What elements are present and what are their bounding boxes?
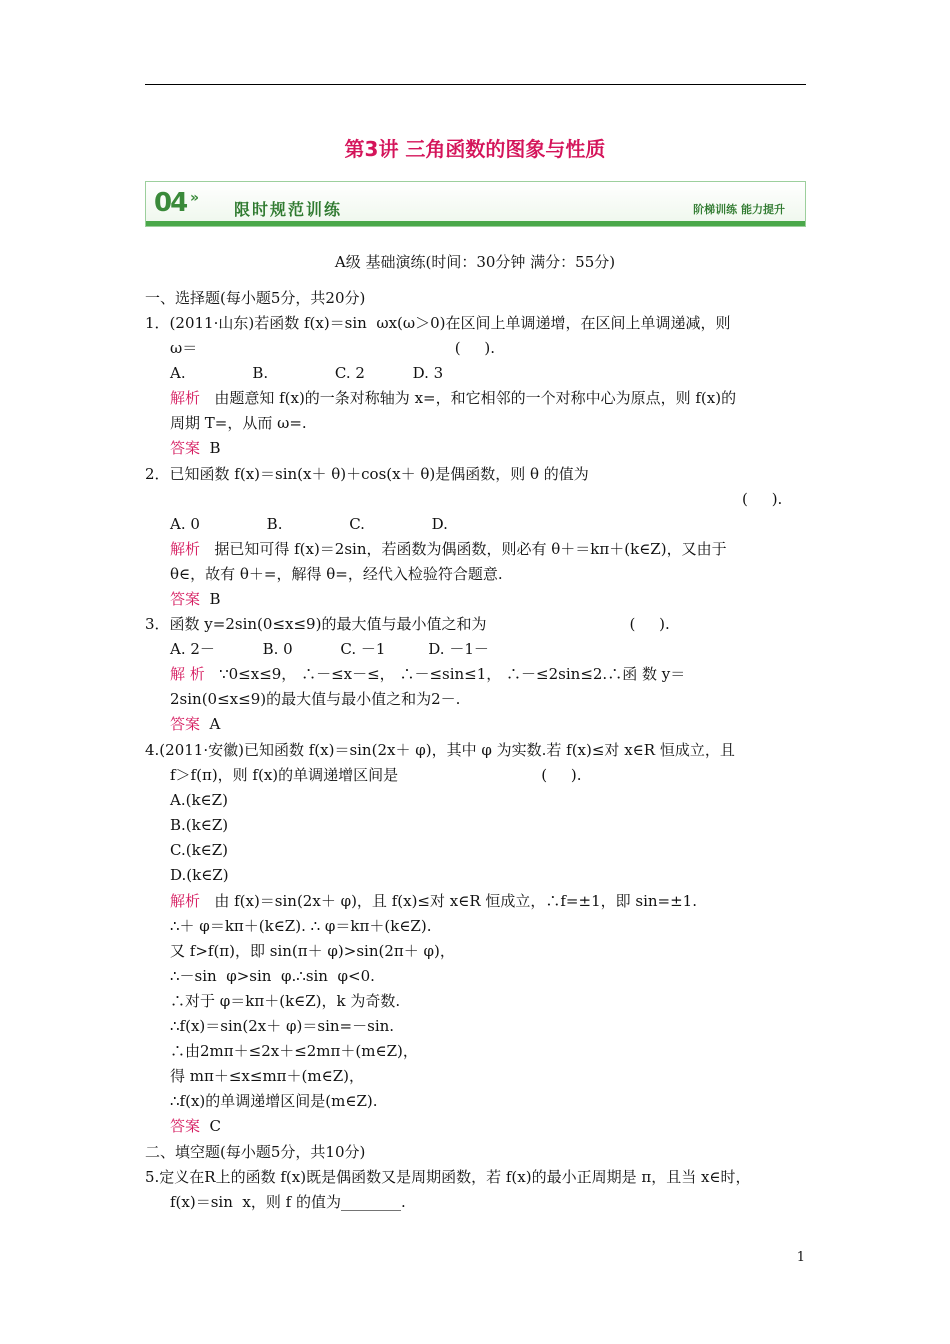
analysis-line: 解析 由题意知 f(x)的一条对称轴为 x=，和它相邻的一个对称中心为原点，则 f(x)的 bbox=[170, 389, 737, 407]
analysis-line: θ∈，故有 θ＋=，解得 θ=，经代入检验符合题意. bbox=[170, 565, 503, 583]
answer-line: 答案 B bbox=[170, 590, 221, 608]
page-title: 第3讲 三角函数的图象与性质 bbox=[344, 137, 606, 161]
question-2-line-2: ( ). bbox=[742, 490, 783, 508]
question-5-line-2: f(x)＝sin x，则 f 的值为________. bbox=[170, 1193, 406, 1211]
analysis-line: 2sin(0≤x≤9)的最大值与最小值之和为2－. bbox=[170, 690, 461, 708]
question-1-line-1: 1．(2011·山东)若函数 f(x)＝sin ωx(ω＞0)在区间上单调递增，在区间上单调递减，则 bbox=[145, 314, 731, 332]
analysis-label: 解 析 bbox=[170, 665, 205, 683]
analysis-line: 解析 由 f(x)＝sin(2x＋ φ)，且 f(x)≤对 x∈R 恒成立，∴f=±1，即 sin=±1. bbox=[170, 892, 697, 910]
analysis-line: 又 f>f(π)，即 sin(π＋ φ)>sin(2π＋ φ)， bbox=[170, 942, 455, 960]
question-5-line-1: 5.定义在R上的函数 f(x)既是偶函数又是周期函数，若 f(x)的最小正周期是 π，且当 x∈时， bbox=[145, 1168, 751, 1186]
question-2-line-1: 2．已知函数 f(x)＝sin(x＋ θ)＋cos(x＋ θ)是偶函数，则 θ 的值为 bbox=[145, 465, 589, 483]
analysis-label: 解析 bbox=[170, 389, 201, 407]
analysis-line: 解 析 ∵0≤x≤9， ∴－≤x－≤， ∴－≤sin≤1， ∴－≤2sin≤2.∴函 数 y＝ bbox=[170, 665, 686, 683]
analysis-line: ∴对于 φ＝kπ＋(k∈Z)，k 为奇数. bbox=[170, 992, 401, 1010]
banner-slogan: 阶梯训练 能力提升 bbox=[693, 203, 785, 216]
banner-number: 04 bbox=[154, 188, 187, 218]
section-heading: 一、选择题(每小题5分，共20分) bbox=[145, 289, 366, 307]
question-3-line-1: 3．函数 y=2sin(0≤x≤9)的最大值与最小值之和为 ( ). bbox=[145, 615, 670, 633]
answer-label: 答案 bbox=[170, 1117, 201, 1135]
option-b: B.(k∈Z) bbox=[170, 816, 229, 834]
option-d: D.(k∈Z) bbox=[170, 866, 229, 884]
level-heading: A级 基础演练(时间：30分钟 满分：55分) bbox=[334, 253, 616, 271]
analysis-line: ∴＋ φ＝kπ＋(k∈Z). ∴ φ＝kπ＋(k∈Z). bbox=[170, 917, 432, 935]
question-1-options: A. B. C. 2 D. 3 bbox=[170, 364, 444, 382]
answer-label: 答案 bbox=[170, 439, 201, 457]
analysis-label: 解析 bbox=[170, 892, 201, 910]
option-a: A.(k∈Z) bbox=[170, 791, 228, 809]
answer-label: 答案 bbox=[170, 715, 201, 733]
analysis-line: ∴f(x)的单调递增区间是(m∈Z). bbox=[170, 1092, 378, 1110]
analysis-label: 解析 bbox=[170, 540, 201, 558]
option-c: C.(k∈Z) bbox=[170, 841, 229, 859]
analysis-line: ∴由2mπ＋≤2x＋≤2mπ＋(m∈Z)， bbox=[170, 1042, 418, 1060]
analysis-line: ∴－sin φ>sin φ.∴sin φ<0. bbox=[170, 967, 375, 985]
banner-label: 限时规范训练 bbox=[234, 200, 343, 219]
analysis-line: ∴f(x)＝sin(2x＋ φ)＝sin=－sin. bbox=[170, 1017, 395, 1035]
analysis-line: 周期 T=，从而 ω=. bbox=[170, 414, 307, 432]
analysis-line: 解析 据已知可得 f(x)＝2sin，若函数为偶函数，则必有 θ＋＝kπ＋(k∈Z)，又由于 bbox=[170, 540, 727, 558]
question-1-line-2: ω＝ ( ). bbox=[170, 339, 496, 357]
double-chevron-icon: » bbox=[190, 190, 200, 206]
banner-underline bbox=[146, 221, 805, 226]
answer-line: 答案 A bbox=[170, 715, 221, 733]
question-2-options: A. 0 B. C. D. bbox=[170, 515, 448, 533]
page-number: 1 bbox=[796, 1250, 805, 1265]
question-3-options: A. 2－ B. 0 C. －1 D. －1－ bbox=[170, 640, 489, 658]
analysis-line: 得 mπ＋≤x≤mπ＋(m∈Z)， bbox=[170, 1067, 364, 1085]
header-rule bbox=[145, 84, 806, 85]
answer-line: 答案 B bbox=[170, 439, 221, 457]
answer-label: 答案 bbox=[170, 590, 201, 608]
question-4-line-2: f＞f(π)，则 f(x)的单调递增区间是 ( ). bbox=[170, 766, 582, 784]
section-banner bbox=[145, 181, 806, 227]
section-heading: 二、填空题(每小题5分，共10分) bbox=[145, 1143, 366, 1161]
answer-line: 答案 C bbox=[170, 1117, 222, 1135]
question-4-line-1: 4.(2011·安徽)已知函数 f(x)＝sin(2x＋ φ)，其中 φ 为实数.若 f(x)≤对 x∈R 恒成立，且 bbox=[145, 741, 735, 759]
